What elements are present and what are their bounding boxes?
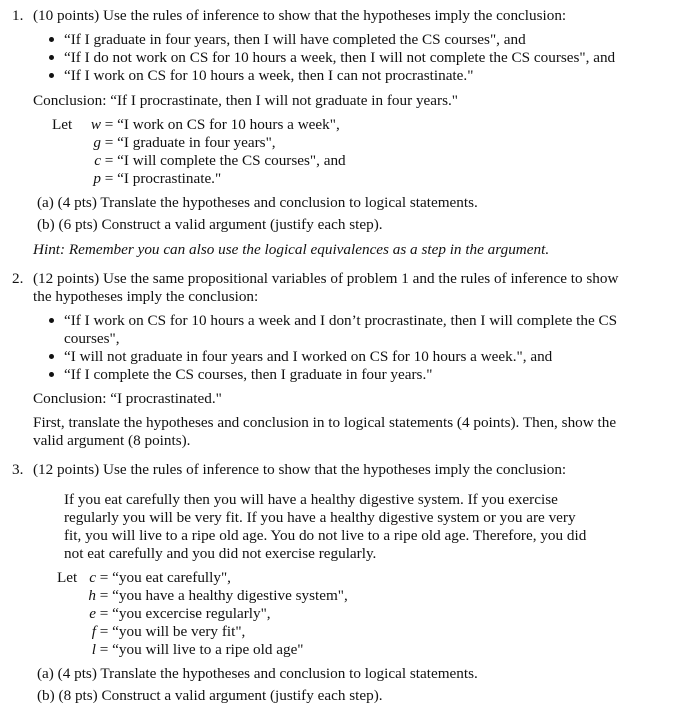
problem-2-hypothesis-1-cont: courses", (64, 330, 120, 347)
variable-g: g (93, 134, 101, 151)
definition-e-text: = “you excercise regularly", (99, 605, 271, 622)
problem-2-instructions-line-2: valid argument (8 points). (33, 432, 191, 449)
problem-1-part-a: (a) (4 pts) Translate the hypotheses and conclusion to logical statements. (37, 194, 478, 211)
definition-w-text: = “I work on CS for 10 hours a week", (104, 116, 340, 133)
problem-3-passage-line-1: If you eat carefully then you will have a healthy digestive system. If you exercise (64, 491, 558, 508)
problem-2-conclusion: Conclusion: “I procrastinated." (33, 390, 222, 407)
problem-3-definition-e (62, 605, 271, 623)
problem-1-definition-p (67, 170, 221, 188)
problem-1-hint: Hint: Remember you can also use the logical equivalences as a step in the argument. (33, 241, 550, 258)
problem-2-instructions-line-1: First, translate the hypotheses and conclusion in to logical statements (4 points). Then, show the (33, 414, 617, 431)
variable-f: f (91, 623, 96, 640)
problem-3-part-b: (b) (8 pts) Construct a valid argument (justify each step). (37, 687, 383, 704)
problem-2-hypothesis-3: “If I complete the CS courses, then I graduate in four years." (64, 366, 433, 383)
definition-p-text: = “I procrastinate." (104, 170, 222, 187)
problem-1-conclusion: Conclusion: “If I procrastinate, then I will not graduate in four years." (33, 92, 458, 109)
problem-1-definition-w (67, 116, 340, 134)
problem-3-definition-h (62, 587, 348, 605)
problem-2-hypothesis-2: “I will not graduate in four years and I worked on CS for 10 hours a week.", and (64, 348, 553, 365)
problem-3-passage-line-3: fit, you will live to a ripe old age. You do not live to a ripe old age. Therefore, you did (64, 527, 587, 544)
definition-c-text: = “you eat carefully", (99, 569, 231, 586)
definition-c-text: = “I will complete the CS courses", and (104, 152, 346, 169)
definition-f-text: = “you will be very fit", (99, 623, 246, 640)
problem-2-number: 2. (12, 270, 24, 287)
problem-1-heading: (10 points) Use the rules of inference to show that the hypotheses imply the conclusion: (33, 7, 567, 24)
definition-l-text: = “you will live to a ripe old age" (99, 641, 304, 658)
problem-1-definition-c (67, 152, 346, 170)
problem-1-number: 1. (12, 7, 24, 24)
variable-c: c (94, 152, 101, 169)
problem-3-part-a: (a) (4 pts) Translate the hypotheses and conclusion to logical statements. (37, 665, 478, 682)
problem-1-definition-g (67, 134, 276, 152)
problem-1-hypothesis-2: “If I do not work on CS for 10 hours a week, then I will not complete the CS courses", and (64, 49, 616, 66)
variable-l: l (91, 641, 96, 658)
problem-1-hypothesis-3: “If I work on CS for 10 hours a week, then I can not procrastinate." (64, 67, 474, 84)
variable-p: p (93, 170, 101, 187)
problem-1-hypothesis-1: “If I graduate in four years, then I will have completed the CS courses", and (64, 31, 526, 48)
problem-3-definition-f (62, 623, 245, 641)
variable-e: e (89, 605, 96, 622)
definition-g-text: = “I graduate in four years", (104, 134, 276, 151)
problem-1-let: Let (52, 116, 73, 133)
variable-h: h (88, 587, 96, 604)
problem-3-number: 3. (12, 461, 24, 478)
problem-3-passage-line-4: not eat carefully and you did not exercise regularly. (64, 545, 377, 562)
problem-1-part-b: (b) (6 pts) Construct a valid argument (justify each step). (37, 216, 383, 233)
problem-2-hypothesis-1: “If I work on CS for 10 hours a week and I don’t procrastinate, then I will complete the CS (64, 312, 618, 329)
problem-2-heading-line-1: (12 points) Use the same propositional variables of problem 1 and the rules of inference to show (33, 270, 619, 287)
variable-w: w (90, 116, 101, 133)
variable-c: c (89, 569, 96, 586)
problem-2-heading-line-2: the hypotheses imply the conclusion: (33, 288, 259, 305)
problem-3-let: Let (57, 569, 78, 586)
problem-3-passage-line-2: regularly you will be very fit. If you have a healthy digestive system or you are very (64, 509, 576, 526)
problem-3-definition-l (62, 641, 304, 659)
problem-3-definition-c (62, 569, 231, 587)
definition-h-text: = “you have a healthy digestive system", (99, 587, 348, 604)
problem-3-heading: (12 points) Use the rules of inference to show that the hypotheses imply the conclusion: (33, 461, 567, 478)
